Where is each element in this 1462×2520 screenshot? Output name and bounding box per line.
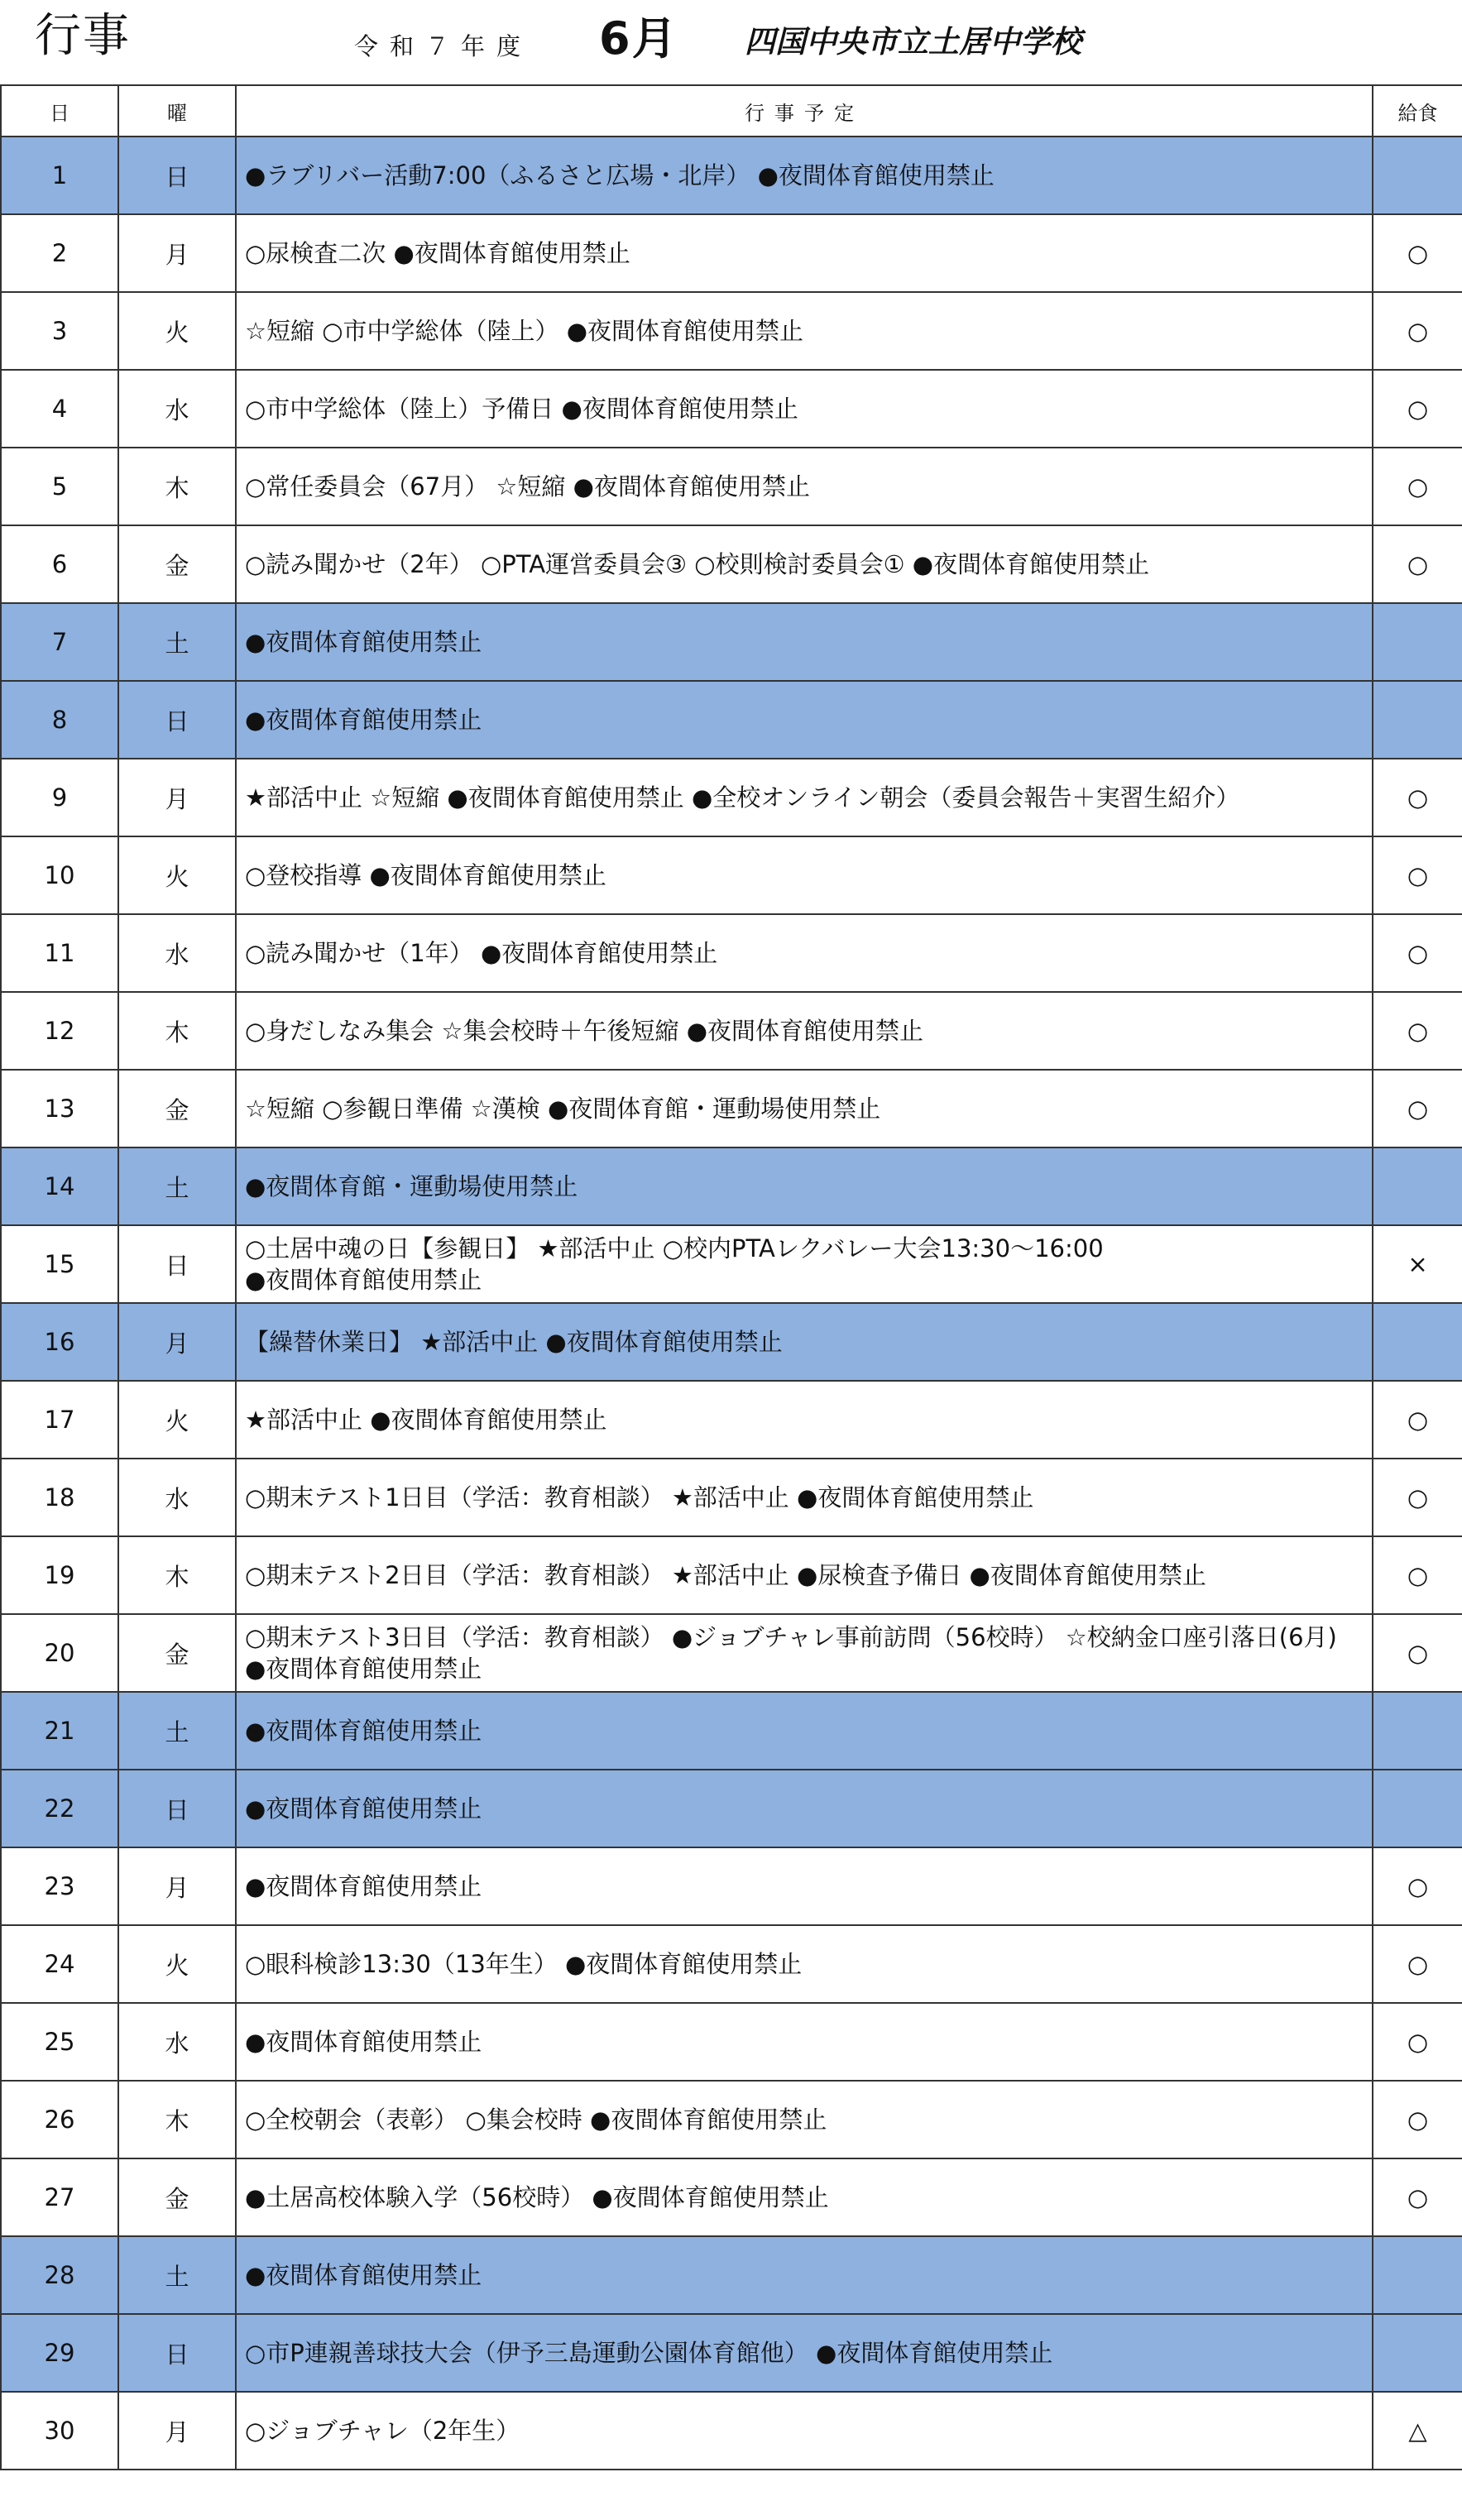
column-header-weekday: 曜 bbox=[118, 85, 236, 137]
weekday-cell: 日 bbox=[118, 137, 236, 214]
weekday-cell: 月 bbox=[118, 759, 236, 836]
events-cell: ○市P連親善球技大会（伊予三島運動公園体育館他） ●夜間体育館使用禁止 bbox=[236, 2314, 1373, 2392]
table-row bbox=[1, 525, 1462, 603]
weekday-cell: 金 bbox=[118, 1070, 236, 1147]
weekday-cell: 土 bbox=[118, 1692, 236, 1770]
weekday-cell: 金 bbox=[118, 2158, 236, 2236]
weekday-cell: 火 bbox=[118, 1925, 236, 2003]
events-cell: ○読み聞かせ（1年） ●夜間体育館使用禁止 bbox=[236, 914, 1373, 992]
day-cell: 30 bbox=[1, 2392, 118, 2470]
column-header-day: 日 bbox=[1, 85, 118, 137]
table-row bbox=[1, 1847, 1462, 1925]
table-row bbox=[1, 1147, 1462, 1225]
lunch-cell: ○ bbox=[1373, 2158, 1462, 2236]
table-row bbox=[1, 2003, 1462, 2081]
events-cell: ○身だしなみ集会 ☆集会校時＋午後短縮 ●夜間体育館使用禁止 bbox=[236, 992, 1373, 1070]
schedule-body bbox=[1, 137, 1462, 2470]
table-row bbox=[1, 1614, 1462, 1692]
day-cell: 26 bbox=[1, 2081, 118, 2158]
day-cell: 18 bbox=[1, 1459, 118, 1536]
events-cell: ★部活中止 ☆短縮 ●夜間体育館使用禁止 ●全校オンライン朝会（委員会報告＋実習生紹介） bbox=[236, 759, 1373, 836]
lunch-cell: ○ bbox=[1373, 1925, 1462, 2003]
table-row bbox=[1, 836, 1462, 914]
lunch-cell bbox=[1373, 1692, 1462, 1770]
weekday-cell: 日 bbox=[118, 681, 236, 759]
lunch-cell bbox=[1373, 2236, 1462, 2314]
lunch-cell bbox=[1373, 137, 1462, 214]
lunch-cell bbox=[1373, 1147, 1462, 1225]
table-row bbox=[1, 137, 1462, 214]
lunch-cell bbox=[1373, 2314, 1462, 2392]
table-row bbox=[1, 603, 1462, 681]
events-cell: ★部活中止 ●夜間体育館使用禁止 bbox=[236, 1381, 1373, 1459]
lunch-cell: ○ bbox=[1373, 2003, 1462, 2081]
events-cell: ○期末テスト3日目（学活：教育相談） ●ジョブチャレ事前訪問（56校時） ☆校納金口座引落日(6月) ●夜間体育館使用禁止 bbox=[236, 1614, 1373, 1692]
day-cell: 12 bbox=[1, 992, 118, 1070]
weekday-cell: 木 bbox=[118, 2081, 236, 2158]
lunch-cell bbox=[1373, 603, 1462, 681]
table-row bbox=[1, 1925, 1462, 2003]
table-row bbox=[1, 1692, 1462, 1770]
weekday-cell: 日 bbox=[118, 2314, 236, 2392]
day-cell: 21 bbox=[1, 1692, 118, 1770]
lunch-cell: ○ bbox=[1373, 836, 1462, 914]
events-cell: ●夜間体育館使用禁止 bbox=[236, 681, 1373, 759]
day-cell: 19 bbox=[1, 1536, 118, 1614]
events-cell: ☆短縮 ○参観日準備 ☆漢検 ●夜間体育館・運動場使用禁止 bbox=[236, 1070, 1373, 1147]
table-row bbox=[1, 2081, 1462, 2158]
table-row bbox=[1, 1770, 1462, 1847]
day-cell: 23 bbox=[1, 1847, 118, 1925]
events-cell: ●夜間体育館使用禁止 bbox=[236, 2236, 1373, 2314]
day-cell: 29 bbox=[1, 2314, 118, 2392]
weekday-cell: 火 bbox=[118, 1381, 236, 1459]
day-cell: 17 bbox=[1, 1381, 118, 1459]
table-header-row bbox=[1, 85, 1462, 137]
lunch-cell bbox=[1373, 681, 1462, 759]
events-cell: ●夜間体育館使用禁止 bbox=[236, 603, 1373, 681]
lunch-cell: △ bbox=[1373, 2392, 1462, 2470]
events-cell: ○期末テスト2日目（学活：教育相談） ★部活中止 ●尿検査予備日 ●夜間体育館使用禁止 bbox=[236, 1536, 1373, 1614]
day-cell: 11 bbox=[1, 914, 118, 992]
lunch-cell: ○ bbox=[1373, 1847, 1462, 1925]
weekday-cell: 水 bbox=[118, 370, 236, 448]
weekday-cell: 月 bbox=[118, 1847, 236, 1925]
lunch-cell: ○ bbox=[1373, 1536, 1462, 1614]
table-row bbox=[1, 2314, 1462, 2392]
lunch-cell: ○ bbox=[1373, 992, 1462, 1070]
day-cell: 20 bbox=[1, 1614, 118, 1692]
weekday-cell: 土 bbox=[118, 603, 236, 681]
lunch-cell: ○ bbox=[1373, 370, 1462, 448]
events-cell: ○市中学総体（陸上）予備日 ●夜間体育館使用禁止 bbox=[236, 370, 1373, 448]
lunch-cell: ○ bbox=[1373, 214, 1462, 292]
column-header-lunch: 給食 bbox=[1373, 85, 1462, 137]
lunch-cell: ○ bbox=[1373, 914, 1462, 992]
weekday-cell: 月 bbox=[118, 2392, 236, 2470]
lunch-cell bbox=[1373, 1770, 1462, 1847]
day-cell: 15 bbox=[1, 1225, 118, 1303]
school-name: 四国中央市立土居中学校 bbox=[745, 24, 1081, 60]
table-row bbox=[1, 1225, 1462, 1303]
events-cell: ●夜間体育館使用禁止 bbox=[236, 1847, 1373, 1925]
lunch-cell bbox=[1373, 1303, 1462, 1381]
page-title: 行事 bbox=[35, 9, 131, 63]
day-cell: 3 bbox=[1, 292, 118, 370]
lunch-cell: ○ bbox=[1373, 292, 1462, 370]
lunch-cell: ○ bbox=[1373, 2081, 1462, 2158]
events-cell: ●夜間体育館・運動場使用禁止 bbox=[236, 1147, 1373, 1225]
weekday-cell: 月 bbox=[118, 214, 236, 292]
lunch-cell: × bbox=[1373, 1225, 1462, 1303]
weekday-cell: 水 bbox=[118, 914, 236, 992]
events-cell: ○常任委員会（67月） ☆短縮 ●夜間体育館使用禁止 bbox=[236, 448, 1373, 525]
lunch-cell: ○ bbox=[1373, 1614, 1462, 1692]
lunch-cell: ○ bbox=[1373, 448, 1462, 525]
weekday-cell: 木 bbox=[118, 992, 236, 1070]
day-cell: 7 bbox=[1, 603, 118, 681]
weekday-cell: 金 bbox=[118, 1614, 236, 1692]
day-cell: 2 bbox=[1, 214, 118, 292]
table-row bbox=[1, 1459, 1462, 1536]
events-cell: ☆短縮 ○市中学総体（陸上） ●夜間体育館使用禁止 bbox=[236, 292, 1373, 370]
day-cell: 1 bbox=[1, 137, 118, 214]
table-row bbox=[1, 2236, 1462, 2314]
day-cell: 22 bbox=[1, 1770, 118, 1847]
table-row bbox=[1, 370, 1462, 448]
weekday-cell: 日 bbox=[118, 1225, 236, 1303]
day-cell: 8 bbox=[1, 681, 118, 759]
weekday-cell: 木 bbox=[118, 1536, 236, 1614]
events-cell: ○期末テスト1日目（学活：教育相談） ★部活中止 ●夜間体育館使用禁止 bbox=[236, 1459, 1373, 1536]
weekday-cell: 金 bbox=[118, 525, 236, 603]
page-header bbox=[0, 0, 1462, 84]
events-cell: ●夜間体育館使用禁止 bbox=[236, 1770, 1373, 1847]
events-cell: ●土居高校体験入学（56校時） ●夜間体育館使用禁止 bbox=[236, 2158, 1373, 2236]
lunch-cell: ○ bbox=[1373, 1070, 1462, 1147]
table-row bbox=[1, 2158, 1462, 2236]
day-cell: 28 bbox=[1, 2236, 118, 2314]
weekday-cell: 火 bbox=[118, 292, 236, 370]
day-cell: 9 bbox=[1, 759, 118, 836]
day-cell: 16 bbox=[1, 1303, 118, 1381]
lunch-cell: ○ bbox=[1373, 1459, 1462, 1536]
events-cell: ○読み聞かせ（2年） ○PTA運営委員会③ ○校則検討委員会① ●夜間体育館使用禁止 bbox=[236, 525, 1373, 603]
month-label: 6月 bbox=[599, 12, 678, 65]
table-row bbox=[1, 448, 1462, 525]
events-cell: 【繰替休業日】 ★部活中止 ●夜間体育館使用禁止 bbox=[236, 1303, 1373, 1381]
table-row bbox=[1, 1536, 1462, 1614]
day-cell: 5 bbox=[1, 448, 118, 525]
weekday-cell: 日 bbox=[118, 1770, 236, 1847]
weekday-cell: 木 bbox=[118, 448, 236, 525]
schedule-table bbox=[0, 84, 1462, 2470]
table-row bbox=[1, 1070, 1462, 1147]
events-cell: ○眼科検診13:30（13年生） ●夜間体育館使用禁止 bbox=[236, 1925, 1373, 2003]
column-header-events: 行事予定 bbox=[236, 85, 1373, 137]
era-year: 令和７年度 bbox=[354, 32, 533, 60]
events-cell: ○全校朝会（表彰） ○集会校時 ●夜間体育館使用禁止 bbox=[236, 2081, 1373, 2158]
lunch-cell: ○ bbox=[1373, 759, 1462, 836]
weekday-cell: 土 bbox=[118, 2236, 236, 2314]
events-cell: ●夜間体育館使用禁止 bbox=[236, 1692, 1373, 1770]
lunch-cell: ○ bbox=[1373, 525, 1462, 603]
events-cell: ○尿検査二次 ●夜間体育館使用禁止 bbox=[236, 214, 1373, 292]
events-cell: ○ジョブチャレ（2年生） bbox=[236, 2392, 1373, 2470]
table-row bbox=[1, 2392, 1462, 2470]
day-cell: 25 bbox=[1, 2003, 118, 2081]
weekday-cell: 月 bbox=[118, 1303, 236, 1381]
table-row bbox=[1, 292, 1462, 370]
day-cell: 6 bbox=[1, 525, 118, 603]
weekday-cell: 水 bbox=[118, 1459, 236, 1536]
table-row bbox=[1, 914, 1462, 992]
day-cell: 14 bbox=[1, 1147, 118, 1225]
table-row bbox=[1, 214, 1462, 292]
weekday-cell: 火 bbox=[118, 836, 236, 914]
day-cell: 27 bbox=[1, 2158, 118, 2236]
table-row bbox=[1, 759, 1462, 836]
events-cell: ○登校指導 ●夜間体育館使用禁止 bbox=[236, 836, 1373, 914]
table-row bbox=[1, 1303, 1462, 1381]
weekday-cell: 水 bbox=[118, 2003, 236, 2081]
events-cell: ○土居中魂の日【参観日】 ★部活中止 ○校内PTAレクバレー大会13:30～16:00 ●夜間体育館使用禁止 bbox=[236, 1225, 1373, 1303]
day-cell: 10 bbox=[1, 836, 118, 914]
day-cell: 4 bbox=[1, 370, 118, 448]
events-cell: ●ラブリバー活動7:00（ふるさと広場・北岸） ●夜間体育館使用禁止 bbox=[236, 137, 1373, 214]
table-row bbox=[1, 1381, 1462, 1459]
day-cell: 13 bbox=[1, 1070, 118, 1147]
events-cell: ●夜間体育館使用禁止 bbox=[236, 2003, 1373, 2081]
lunch-cell: ○ bbox=[1373, 1381, 1462, 1459]
day-cell: 24 bbox=[1, 1925, 118, 2003]
weekday-cell: 土 bbox=[118, 1147, 236, 1225]
table-row bbox=[1, 681, 1462, 759]
table-row bbox=[1, 992, 1462, 1070]
